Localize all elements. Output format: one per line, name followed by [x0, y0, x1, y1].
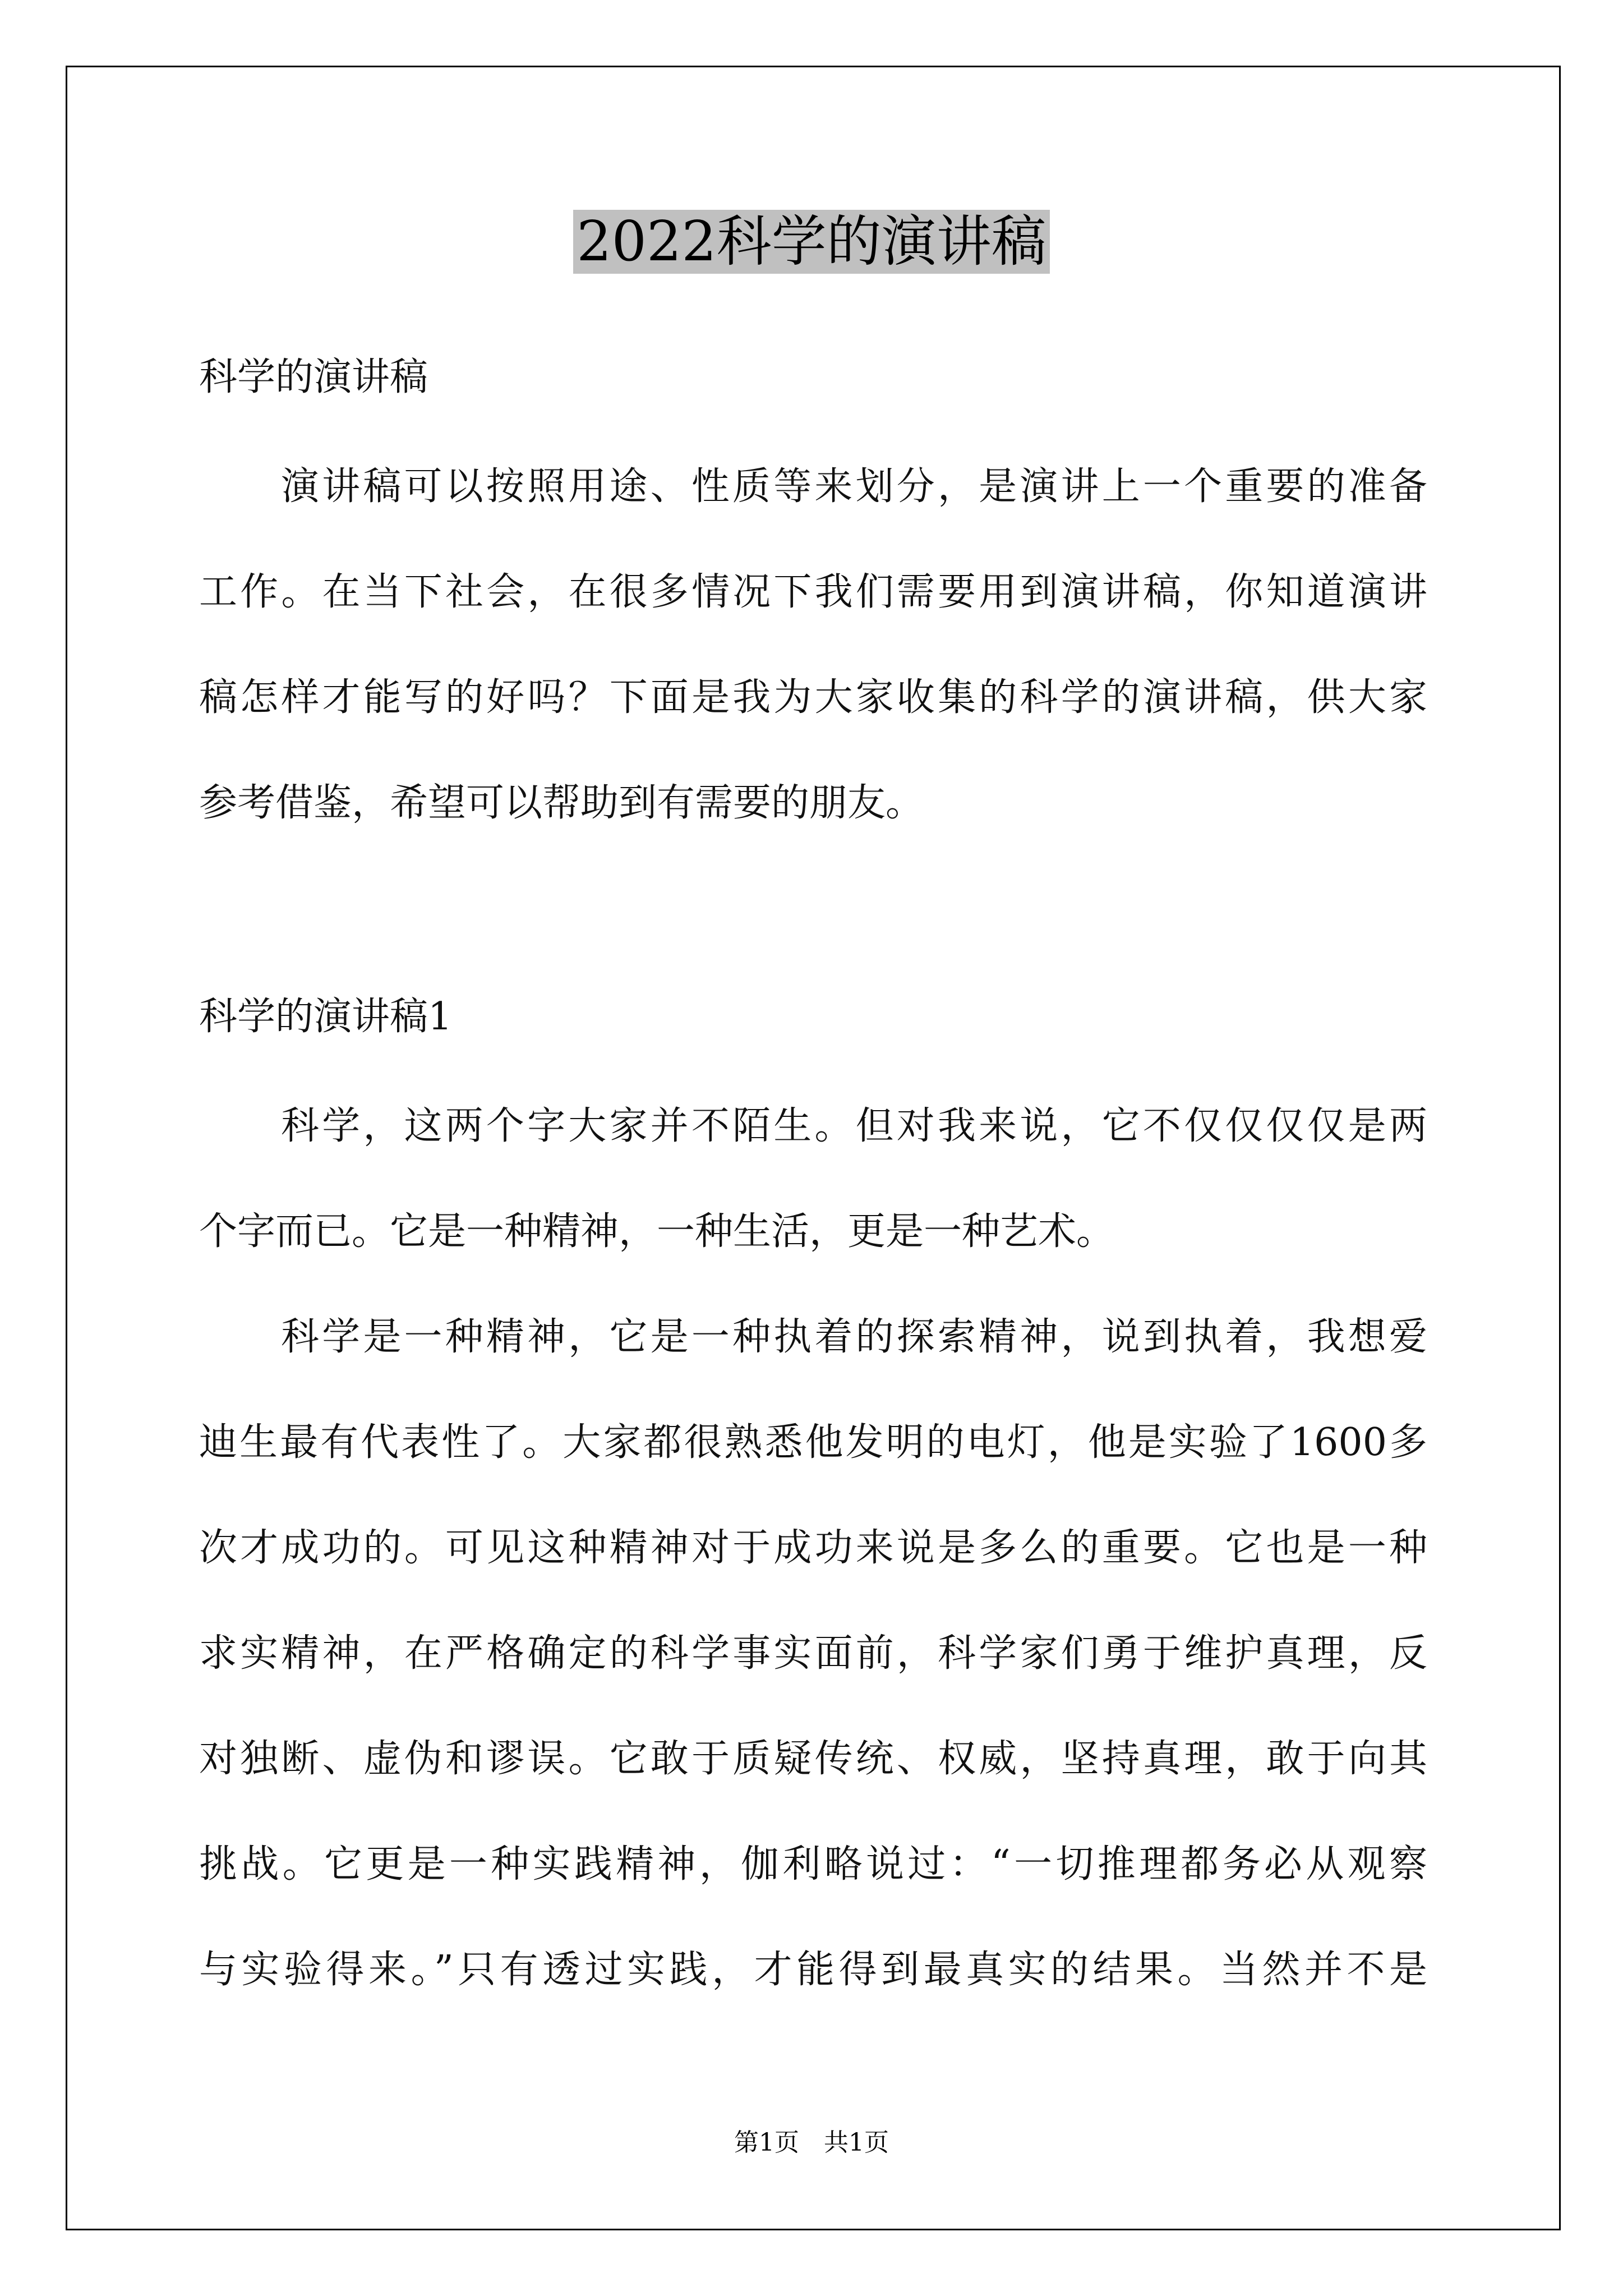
- paragraph-line: 次才成功的。可见这种精神对于成功来说是多么的重要。它也是一种: [199, 1526, 1427, 1570]
- paragraph-line: 求实精神，在严格确定的科学事实面前，科学家们勇于维护真理，反: [199, 1631, 1427, 1676]
- paragraph-line: 对独断、虚伪和谬误。它敢于质疑传统、权威，坚持真理，敢于向其: [199, 1737, 1427, 1781]
- paragraph-line: 科学，这两个字大家并不陌生。但对我来说，它不仅仅仅仅是两: [281, 1104, 1427, 1148]
- paragraph-line: 参考借鉴，希望可以帮助到有需要的朋友。: [199, 781, 924, 825]
- page-footer: 第1页 共1页: [734, 2128, 889, 2157]
- section-heading: 科学的演讲稿1: [199, 995, 453, 1039]
- document-title: 2022科学的演讲稿: [0, 203, 1623, 281]
- paragraph-line: 迪生最有代表性了。大家都很熟悉他发明的电灯，他是实验了1600多: [199, 1420, 1427, 1465]
- paragraph-line: 挑战。它更是一种实践精神，伽利略说过：“一切推理都务必从观察: [199, 1842, 1427, 1887]
- paragraph-line: 演讲稿可以按照用途、性质等来划分，是演讲上一个重要的准备: [281, 464, 1427, 509]
- paragraph-line: 个字而已。它是一种精神，一种生活，更是一种艺术。: [199, 1209, 1115, 1254]
- paragraph-line: 科学是一种精神，它是一种执着的探索精神，说到执着，我想爱: [281, 1315, 1427, 1359]
- paragraph-line: 与实验得来。”只有透过实践，才能得到最真实的结果。当然并不是: [199, 1948, 1427, 1992]
- paragraph-line: 工作。在当下社会，在很多情况下我们需要用到演讲稿，你知道演讲: [199, 570, 1427, 614]
- section-heading: 科学的演讲稿: [199, 355, 428, 399]
- paragraph-line: 稿怎样才能写的好吗？下面是我为大家收集的科学的演讲稿，供大家: [199, 675, 1427, 720]
